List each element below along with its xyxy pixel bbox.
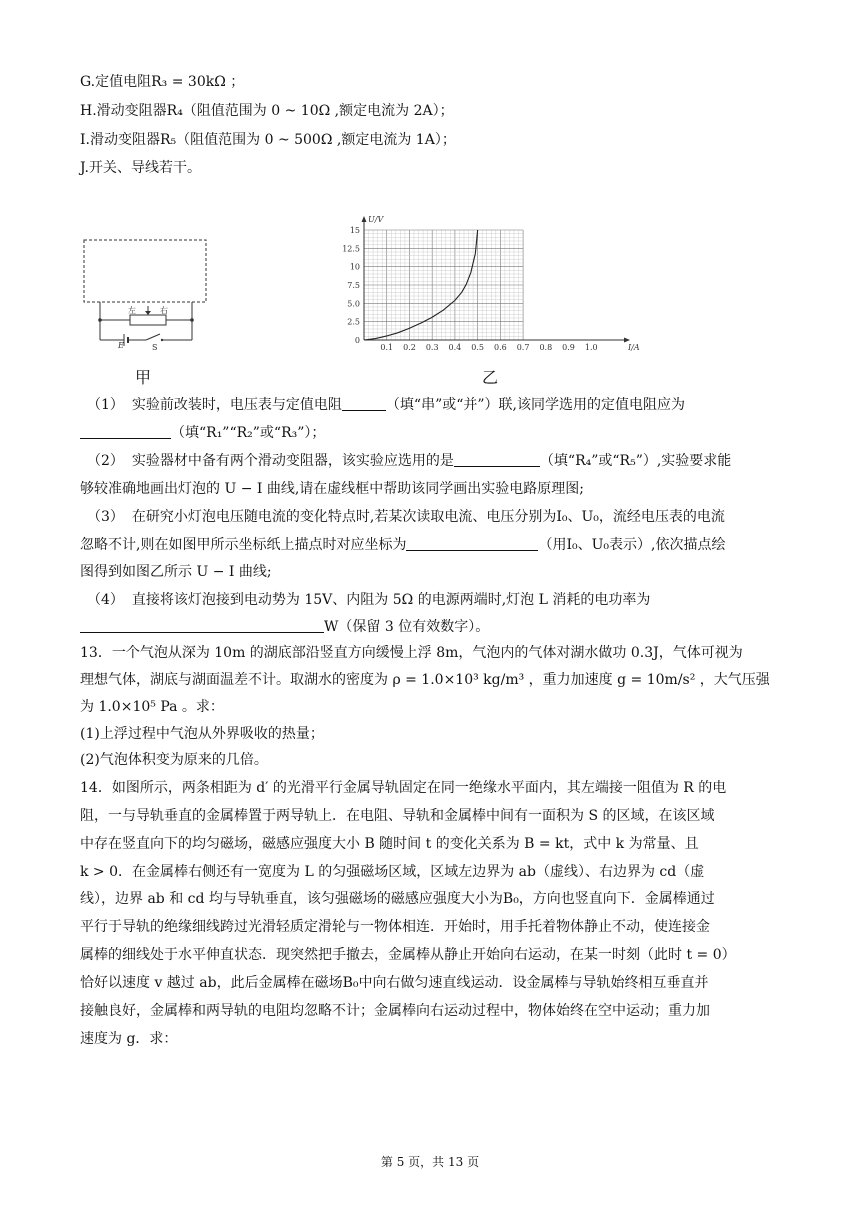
problem-14-line-9: 接触良好，金属棒和两导轨的电阻均忽略不计；金属棒向右运动过程中，物体始终在空中运动；重力加 (80, 1003, 710, 1019)
figure-jia-circuit (80, 236, 220, 354)
figure-jia-caption: 甲 (135, 368, 152, 387)
q4-blank (80, 618, 324, 633)
x-axis-arrow (624, 338, 630, 343)
y-axis-label: U/V (368, 215, 384, 224)
x-axis-label: I/A (628, 343, 640, 352)
q4-text-b: W（保留 3 位有效数字）。 (324, 619, 490, 635)
q3-blank (406, 536, 538, 551)
q2-number: （2） (87, 453, 124, 469)
chart-grid (364, 230, 523, 340)
problem-14-line-8: 恰好以速度 v 越过 ab，此后金属棒在磁场B₀中向右做匀速直线运动．设金属棒与导轨始终相互垂直并 (80, 975, 709, 991)
x-tick-label: 0.9 (562, 343, 575, 352)
item-g: G.定值电阻R₃ = 30kΩ ； (80, 74, 245, 90)
y-tick-label: 15 (349, 226, 360, 235)
chart-ticks (342, 226, 597, 352)
x-tick-label: 1.0 (584, 343, 598, 352)
item-j: J.开关、导线若干。 (80, 160, 201, 176)
figure-yi-chart (336, 206, 646, 358)
problem-14-line-1: 14．如图所示，两条相距为 d′ 的光滑平行金属导轨固定在同一绝缘水平面内，其左端接一阻值为 R 的电 (80, 780, 727, 796)
page-footer: 第 5 页，共 13 页 (380, 1155, 480, 1169)
question-4-line-1 (87, 590, 650, 610)
rheostat (130, 315, 166, 325)
x-tick-label: 0.5 (471, 343, 485, 352)
x-tick-label: 0.3 (425, 343, 439, 352)
x-tick-label: 0.7 (516, 343, 530, 352)
y-tick-label: 2.5 (347, 317, 360, 327)
problem-14-line-7: 属棒的细线处于水平伸直状态．现突然把手撤去，金属棒从静止开始向右运动，在某一时刻（此时 t = 0） (80, 947, 736, 963)
q1-text-b: （填“串”或“并”）联,该同学选用的定值电阻应为 (385, 397, 685, 413)
problem-14-line-6: 平行于导轨的绝缘细线跨过光滑轻质定滑轮与一物体相连．开始时，用手托着物体静止不动，使连接金 (80, 919, 710, 935)
q4-number: （4） (87, 592, 124, 608)
x-tick-label: 0.2 (403, 343, 416, 352)
item-i: I.滑动变阻器R₅（阻值范围为 0 ~ 500Ω ,额定电流为 1A）； (80, 132, 456, 148)
question-3-line-3: 图得到如图乙所示 U − I 曲线; (80, 564, 272, 580)
problem-13-line-2: 理想气体，湖底与湖面温差不计。取湖水的密度为 ρ = 1.0×10³ kg/m³ ，重力加速度 g = 10m/s² ，大气压强 (80, 672, 770, 688)
x-tick-label: 0.6 (493, 343, 507, 352)
x-tick-label: 0.8 (539, 343, 553, 352)
q4-text-a: 直接将该灯泡接到电动势为 15V、内阻为 5Ω 的电源两端时,灯泡 L 消耗的电功率为 (131, 592, 651, 608)
y-tick-label: 10 (349, 262, 360, 272)
y-tick-label: 0 (354, 336, 360, 345)
q3-text-b: 忽略不计,则在如图甲所示坐标纸上描点时对应坐标为 (80, 537, 407, 553)
problem-13-line-3: 为 1.0×10⁵ Pa 。求： (80, 699, 224, 715)
x-tick-label: 0.4 (448, 343, 462, 352)
q2-text-a: 实验器材中备有两个滑动变阻器，该实验应选用的是 (131, 453, 454, 469)
switch-blade (146, 334, 160, 340)
y-tick-label: 7.5 (347, 281, 360, 290)
question-1-line-2 (80, 423, 325, 443)
question-2-line-1 (87, 451, 731, 471)
q2-text-b: （填“R₄”或“R₅”）,实验要求能 (539, 453, 732, 469)
question-1-line-1 (87, 395, 685, 415)
item-h: H.滑动变阻器R₄（阻值范围为 0 ~ 10Ω ,额定电流为 2A）； (80, 103, 454, 119)
problem-14-line-5: 线），边界 ab 和 cd 均与导轨垂直，该匀强磁场的磁感应强度大小为B₀，方向也竖直向下．金属棒通过 (80, 891, 715, 907)
q1-number: （1） (87, 397, 124, 413)
problem-14-line-10: 速度为 g．求： (80, 1031, 178, 1047)
x-tick-label: 0.1 (380, 343, 394, 352)
q2-blank (454, 452, 540, 467)
q3-text-c: （用I₀、U₀表示）,依次描点绘 (538, 537, 726, 553)
problem-13-line-5: (2)气泡体积变为原来的几倍。 (80, 752, 268, 768)
dashed-box (84, 240, 206, 302)
battery-label: E (118, 341, 124, 350)
chart-axes (362, 215, 640, 352)
q3-number: （3） (87, 509, 124, 525)
figure-yi-caption: 乙 (482, 368, 499, 387)
slider-left-label: 左 (128, 306, 136, 315)
q1-text-c: （填“R₁”“R₂”或“R₃”）； (171, 425, 326, 441)
problem-13-line-4: (1)上浮过程中气泡从外界吸收的热量； (80, 726, 324, 742)
problem-14-line-4: k > 0．在金属棒右侧还有一宽度为 L 的匀强磁场区域，区域左边界为 ab（虚线）、右边界为 cd（虚 (80, 864, 705, 880)
y-tick-label: 5.0 (347, 299, 360, 309)
q3-text-a: 在研究小灯泡电压随电流的变化特点时,若某次读取电流、电压分别为I₀、U₀，流经电压表的电流 (131, 509, 725, 525)
problem-14-line-2: 阻，一与导轨垂直的金属棒置于两导轨上．在电阻、导轨和金属棒中间有一面积为 S 的区域，在该区域 (80, 808, 715, 824)
question-4-line-2 (80, 617, 489, 637)
question-3-line-2 (80, 535, 725, 555)
y-tick-label: 12.5 (342, 244, 360, 254)
problem-13-line-1: 13．一个气泡从深为 10m 的湖底部沿竖直方向缓慢上浮 8m，气泡内的气体对湖水做功 0.3J，气体可视为 (80, 645, 743, 661)
question-3-line-1 (87, 507, 725, 527)
q1-blank-2 (80, 424, 171, 439)
slider-arrow-head (145, 311, 151, 315)
q1-text-a: 实验前改装时，电压表与定值电阻 (131, 397, 342, 413)
switch-label: S (152, 343, 158, 352)
slider-right-label: 右 (160, 306, 168, 315)
question-2-line-2: 够较准确地画出灯泡的 U − I 曲线,请在虚线框中帮助该同学画出实验电路原理图; (80, 481, 585, 497)
q1-blank-1 (342, 396, 386, 411)
y-axis-arrow (362, 216, 367, 222)
problem-14-line-3: 中存在竖直向下的均匀磁场，磁感应强度大小 B 随时间 t 的变化关系为 B = kt，式中 k 为常量、且 (80, 836, 699, 852)
